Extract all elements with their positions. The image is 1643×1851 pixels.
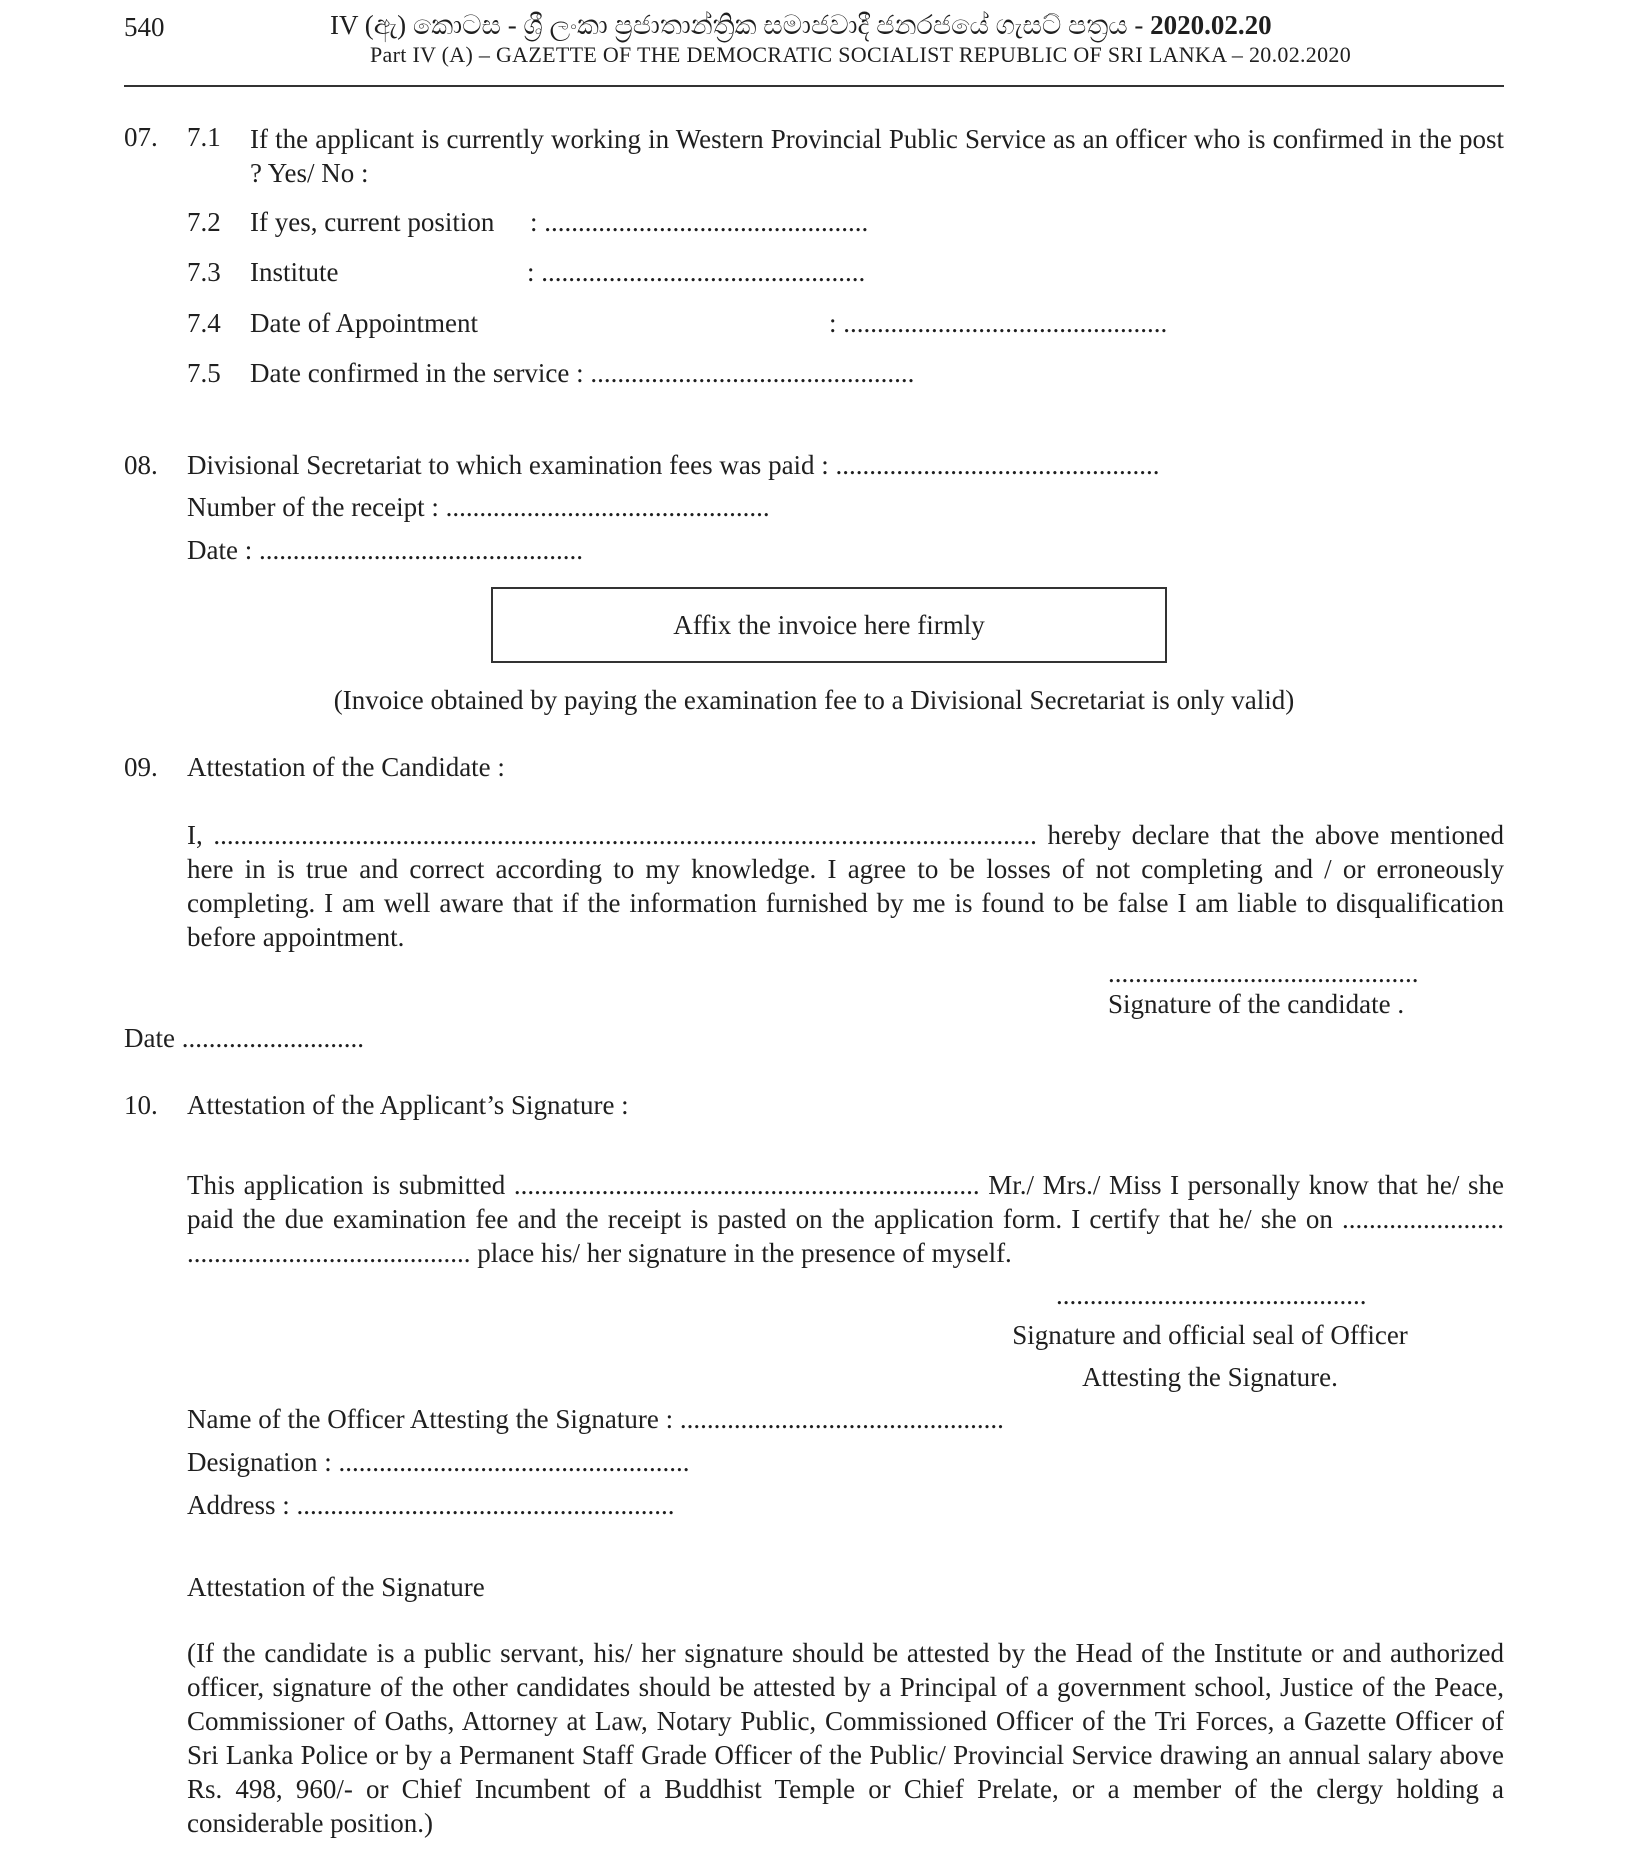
item-7-5-field[interactable]: Date confirmed in the service : ................................................ — [250, 358, 915, 388]
invoice-box-label: Affix the invoice here firmly — [673, 609, 985, 640]
item-7-1-question: If the applicant is currently working in Western Provincial Public Service as an officer who is confirmed in the post ? Yes/ No : — [250, 124, 1504, 188]
header-date: 2020.02.20 — [1150, 10, 1272, 40]
item-7-2-label: If yes, current position — [250, 207, 495, 237]
candidate-signature-line[interactable]: .............................................. — [1108, 958, 1419, 988]
receipt-number-field[interactable]: Number of the receipt : ................................................ — [187, 492, 770, 522]
item-7-2-number: 7.2 — [187, 207, 221, 237]
item-7-4-label: Date of Appointment — [250, 308, 478, 338]
officer-signature-label: Signature and official seal of Officer — [1012, 1320, 1408, 1350]
item-7-1-number: 7.1 — [187, 122, 221, 152]
officer-designation-field[interactable]: Designation : .................................................... — [187, 1447, 690, 1477]
item-7-5-number: 7.5 — [187, 358, 221, 388]
divisional-secretariat-field[interactable]: Divisional Secretariat to which examination fees was paid : ................................................ — [187, 450, 1160, 480]
applicant-attestation-text: This application is submitted ..................................................................... Mr./ Mrs./ Miss I personally know that he/ she paid the due examination fee and the receipt is pasted on the application form. I certify that he/ she on ........................ .......................................... place his/ her signature in the presence of myself. — [187, 1170, 1504, 1268]
section-10-title: Attestation of the Applicant’s Signature : — [187, 1090, 629, 1120]
page-number: 540 — [124, 12, 165, 42]
candidate-date-field[interactable]: Date ........................... — [124, 1023, 364, 1053]
section-10-number: 10. — [124, 1090, 158, 1120]
gazette-header-sinhala — [330, 10, 1272, 42]
section-08-number: 08. — [124, 450, 158, 480]
item-7-3-field[interactable]: : ................................................ — [527, 257, 866, 287]
section-09-number: 09. — [124, 752, 158, 782]
fee-date-field[interactable]: Date : ................................................ — [187, 535, 583, 565]
candidate-declaration: I, .......................................................................................................................... hereby declare that the above mentioned here in is true and correct according to my knowledge. I agree to be losses of not completing and / or erroneously completing. I am well aware that if the information furnished by me is found to be false I am liable to disqualification before appointment. — [187, 820, 1504, 952]
officer-name-field[interactable]: Name of the Officer Attesting the Signature : ................................................ — [187, 1404, 1004, 1434]
attestation-title: Attestation of the Signature — [187, 1572, 485, 1602]
invoice-affix-box — [491, 587, 1167, 663]
section-07-number: 07. — [124, 122, 158, 152]
header-sinhala-text: IV (ඇ) කොටස - ශ්‍රී ලංකා ප්‍රජාතාන්ත්‍රික සමාජවාදී ජනරජයේ ගැසට් පත්‍රය - — [330, 10, 1151, 40]
item-7-2-field[interactable]: : ................................................ — [530, 207, 869, 237]
item-7-3-number: 7.3 — [187, 257, 221, 287]
item-7-4-number: 7.4 — [187, 308, 221, 338]
attestation-note: (If the candidate is a public servant, his/ her signature should be attested by the Head of the Institute or and authorized officer, signature of the other candidates should be attested by a Principal of a government school, Justice of the Peace, Commissioner of Oaths, Attorney at Law, Notary Public, Commissioned Officer of the Tri Forces, a Gazette Officer of Sri Lanka Police or by a Permanent Staff Grade Officer of the Public/ Provincial Service drawing an annual salary above Rs. 498, 960/- or Chief Incumbent of a Buddhist Temple or Chief Prelate, or a member of the clergy holding a considerable position.) — [187, 1638, 1504, 1838]
officer-address-field[interactable]: Address : ........................................................ — [187, 1490, 675, 1520]
header-divider — [124, 85, 1504, 87]
section-09-title: Attestation of the Candidate : — [187, 752, 505, 782]
gazette-header-english: Part IV (A) – GAZETTE OF THE DEMOCRATIC SOCIALIST REPUBLIC OF SRI LANKA – 20.02.2020 — [370, 42, 1351, 67]
officer-signature-line[interactable]: .............................................. — [1056, 1280, 1367, 1310]
item-7-4-field[interactable]: : ................................................ — [829, 308, 1168, 338]
invoice-note: (Invoice obtained by paying the examination fee to a Divisional Secretariat is only valid) — [333, 685, 1295, 715]
item-7-3-label: Institute — [250, 257, 339, 287]
candidate-signature-label: Signature of the candidate . — [1108, 989, 1405, 1019]
officer-attesting-label: Attesting the Signature. — [1082, 1362, 1338, 1392]
